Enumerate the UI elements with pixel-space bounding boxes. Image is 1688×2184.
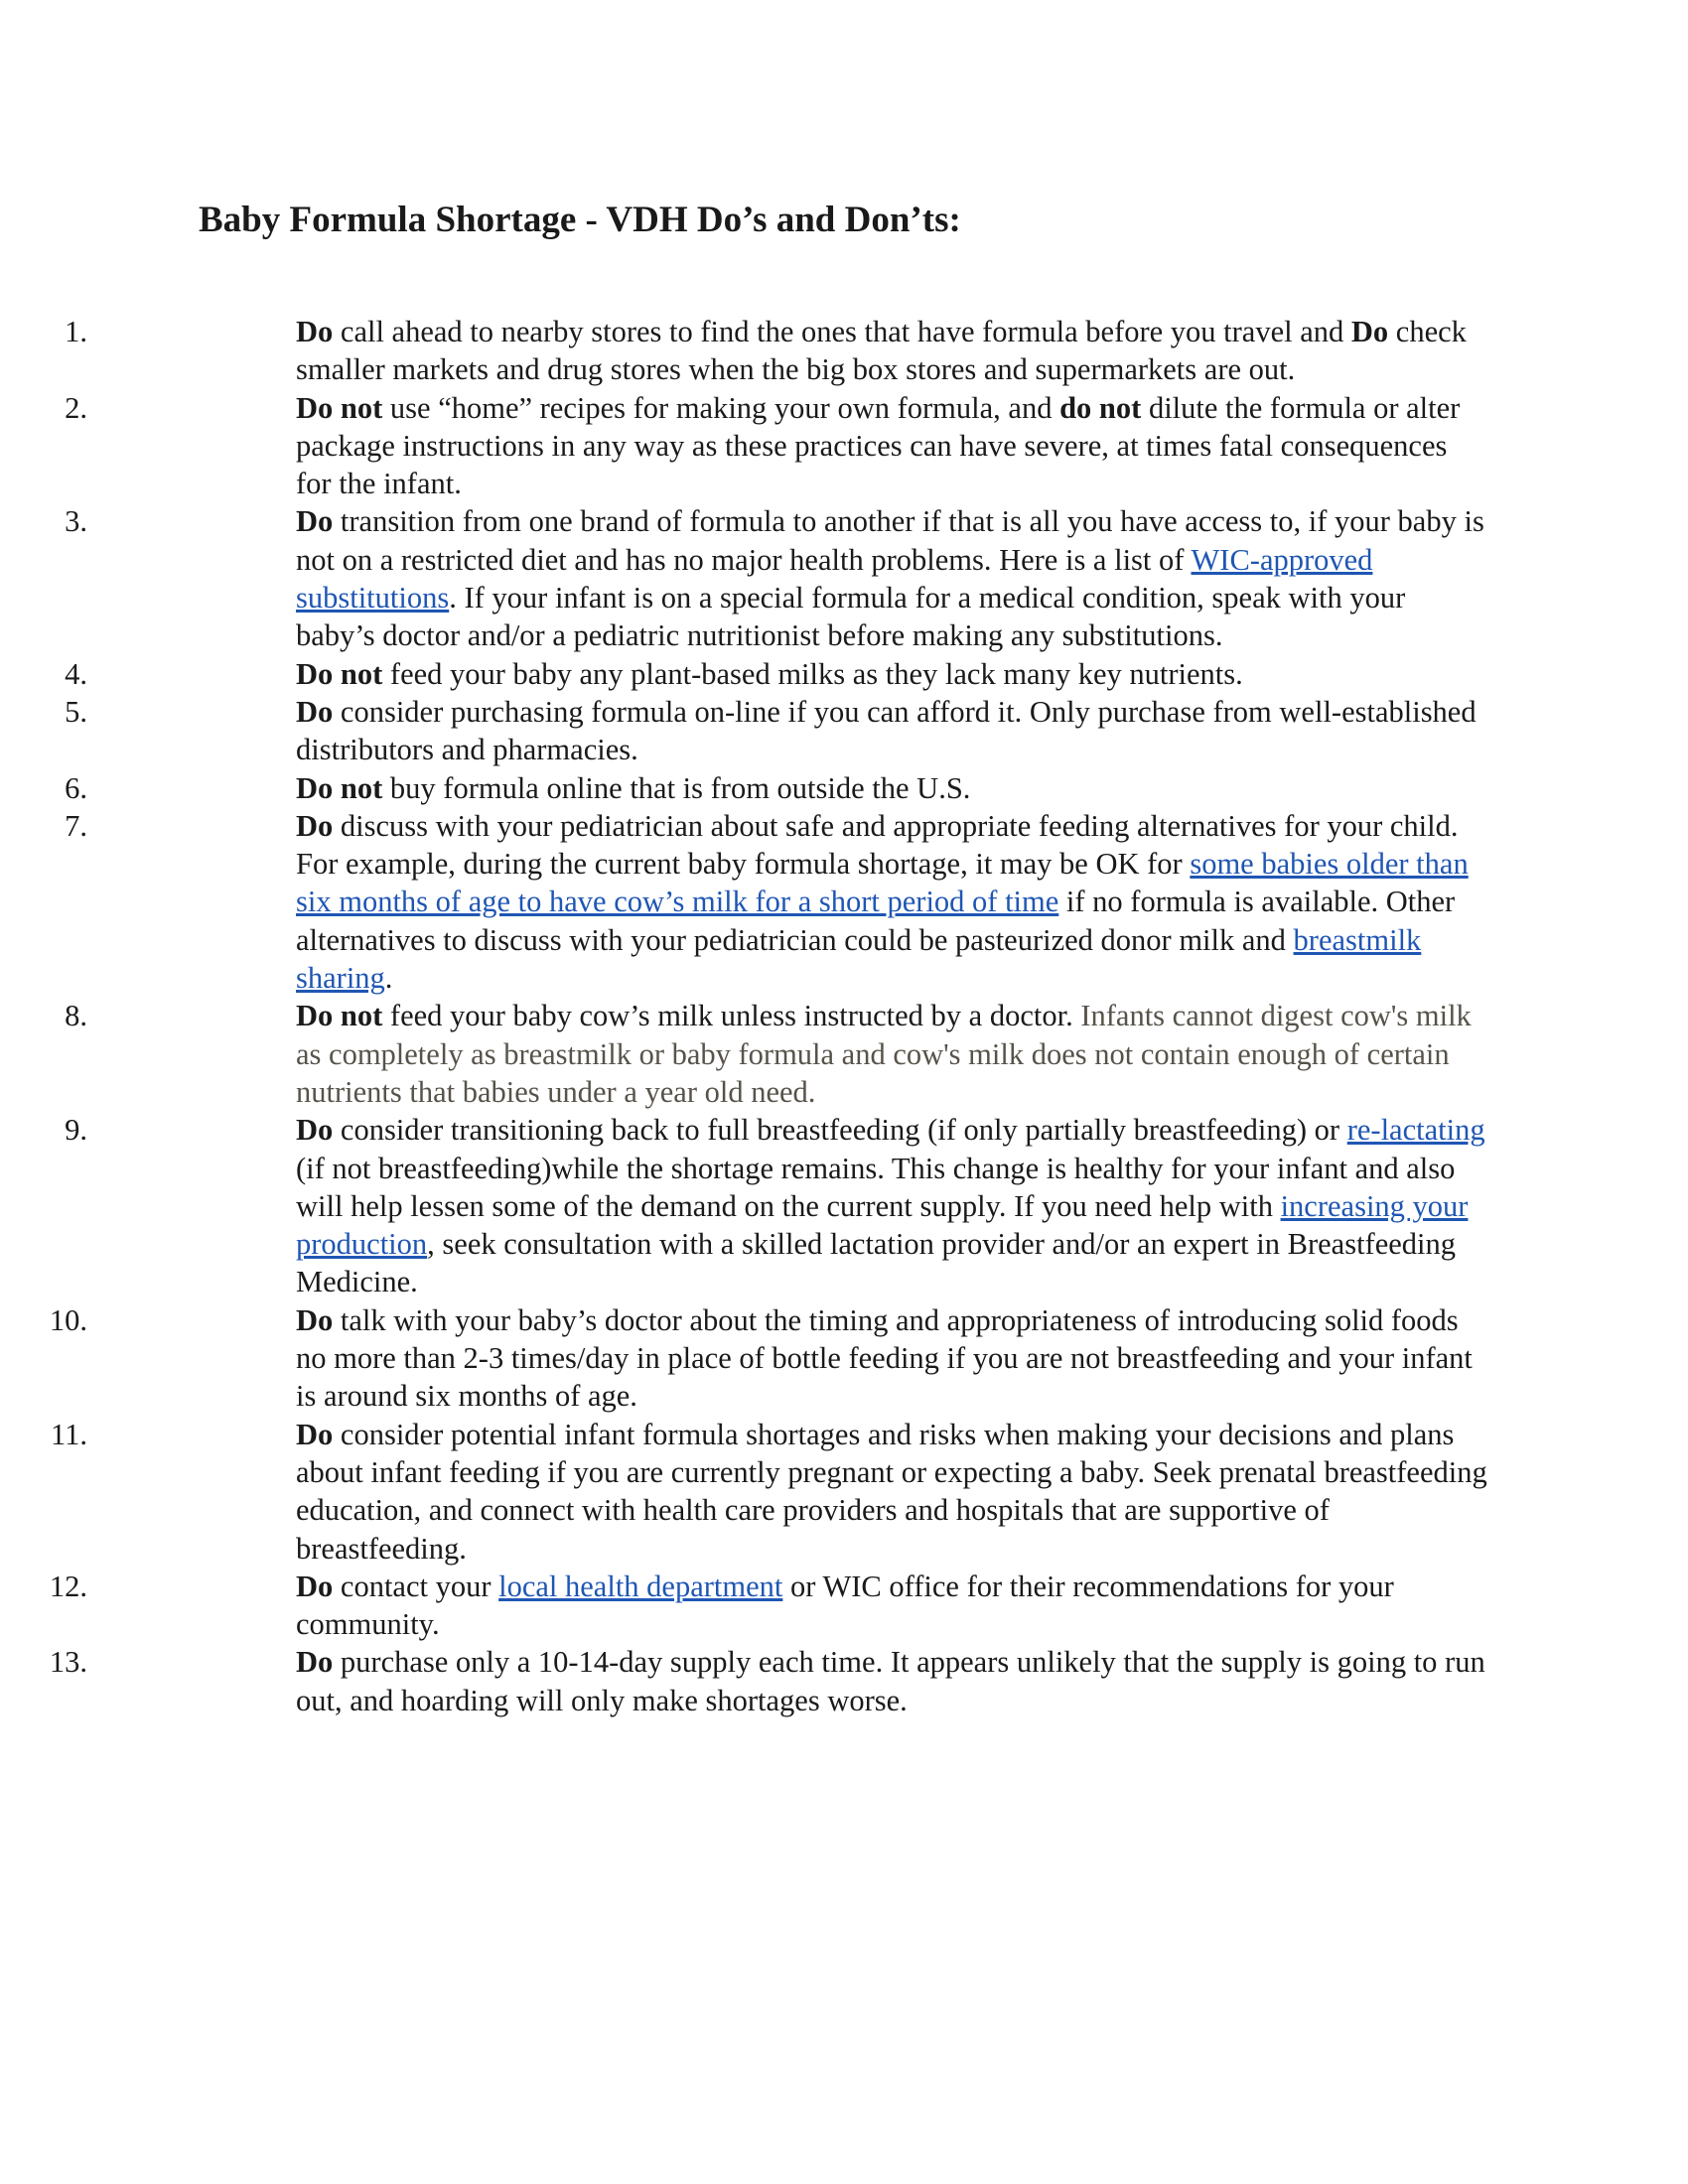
- directive-emphasis: Do not: [296, 390, 383, 425]
- directive-emphasis: Do: [296, 315, 334, 348]
- hyperlink[interactable]: increasing your production: [296, 1188, 1469, 1262]
- item-text: transition from one brand of formula to another if that is all you have access to, if your baby is not on a restricted diet and has no major health problems. Here is a list of: [296, 504, 1484, 577]
- directive-emphasis: Do not: [296, 770, 383, 805]
- list-item: [0, 389, 1487, 503]
- item-text: (if not breastfeeding)while the shortage remains. This change is healthy for your infant and also will help lessen some of the demand on the current supply. If you need help with: [296, 1151, 1456, 1223]
- directive-emphasis: Do: [296, 1645, 334, 1680]
- item-text: consider purchasing formula on-line if you can afford it. Only purchase from well-established distributors and pharmacies.: [296, 694, 1477, 767]
- item-text: if no formula is available. Other alternatives to discuss with your pediatrician could be pasteurized donor milk and: [296, 885, 1456, 957]
- item-text: , seek consultation with a skilled lactation provider and/or an expert in Breastfeeding Medicine.: [296, 1227, 1456, 1299]
- item-text: call ahead to nearby stores to find the ones that have formula before you travel and: [333, 315, 1351, 348]
- directive-emphasis: Do: [296, 504, 334, 539]
- item-text: check smaller markets and drug stores when the big box stores and supermarkets are out.: [296, 315, 1467, 387]
- list-item: [0, 693, 1487, 769]
- page-title: Baby Formula Shortage - VDH Do’s and Don’ts:: [199, 200, 961, 240]
- hyperlink[interactable]: local health department: [498, 1569, 783, 1603]
- item-text: dilute the formula or alter package instructions in any way as these practices can have severe, at times fatal consequences for the infant.: [296, 390, 1461, 501]
- directive-emphasis: Do: [1350, 315, 1389, 348]
- item-number: 4.: [65, 656, 87, 691]
- directive-emphasis: Do: [296, 1302, 334, 1337]
- item-number: 7.: [65, 808, 87, 843]
- guidance-list: [0, 313, 1688, 1719]
- hyperlink[interactable]: some babies older than six months of age to have cow’s milk for a short period of time: [296, 847, 1469, 919]
- item-text: talk with your baby’s doctor about the timing and appropriateness of introducing solid foods no more than 2-3 times/day in place of bottle feeding if you are not breastfeeding and your infant is around six months of age.: [296, 1302, 1473, 1414]
- item-number: 3.: [65, 504, 87, 539]
- directive-emphasis: Do: [296, 1113, 334, 1148]
- directive-emphasis: Do not: [296, 999, 383, 1033]
- directive-emphasis: Do: [296, 1417, 334, 1451]
- list-item: [0, 1568, 1487, 1644]
- list-item: [0, 313, 1487, 389]
- item-text: feed your baby cow’s milk unless instructed by a doctor.: [382, 999, 1081, 1033]
- item-number: 6.: [65, 770, 87, 805]
- directive-emphasis: Do not: [296, 656, 383, 691]
- item-number: 8.: [65, 999, 87, 1033]
- note-text: Infants cannot digest cow's milk as completely as breastmilk or baby formula and cow's milk does not contain enough of certain nutrients that babies under a year old need.: [296, 999, 1472, 1109]
- item-text: consider potential infant formula shortages and risks when making your decisions and plans about infant feeding if you are currently pregnant or expecting a baby. Seek prenatal breastfeeding education, and connect with health care providers and hospitals that are supportive of breastfeeding.: [296, 1417, 1487, 1566]
- item-number: 2.: [65, 390, 87, 425]
- item-number: 13.: [49, 1645, 87, 1680]
- hyperlink[interactable]: breastmilk sharing: [296, 922, 1422, 996]
- item-text: purchase only a 10-14-day supply each time. It appears unlikely that the supply is going to run out, and hoarding will only make shortages worse.: [296, 1645, 1485, 1717]
- item-number: 10.: [49, 1302, 87, 1337]
- hyperlink[interactable]: WIC-approved substitutions: [296, 542, 1373, 615]
- item-number: 5.: [65, 694, 87, 729]
- list-item: [0, 655, 1487, 693]
- item-text: contact your: [333, 1569, 499, 1603]
- item-number: 11.: [51, 1417, 87, 1451]
- directive-emphasis: Do: [296, 808, 334, 843]
- list-item: [0, 807, 1487, 997]
- list-item: [0, 502, 1487, 654]
- list-item: [0, 1416, 1487, 1568]
- list-item: [0, 1301, 1487, 1416]
- directive-emphasis: Do: [296, 694, 334, 729]
- item-text: . If your infant is on a special formula for a medical condition, speak with your baby’s doctor and/or a pediatric nutritionist before making any substitutions.: [296, 581, 1406, 653]
- directive-emphasis: Do: [296, 1569, 334, 1603]
- item-number: 12.: [49, 1569, 87, 1603]
- item-text: discuss with your pediatrician about safe and appropriate feeding alternatives for your child. For example, during the current baby formula shortage, it may be OK for: [296, 808, 1459, 882]
- hyperlink[interactable]: re-lactating: [1346, 1113, 1485, 1148]
- list-item: [0, 997, 1487, 1111]
- item-number: 1.: [65, 315, 87, 348]
- list-item: [0, 769, 1487, 807]
- item-text: .: [384, 961, 393, 996]
- directive-emphasis: do not: [1059, 390, 1142, 425]
- list-item: [0, 1111, 1487, 1300]
- list-item: [0, 1643, 1487, 1719]
- item-text: feed your baby any plant-based milks as they lack many key nutrients.: [382, 656, 1243, 691]
- item-number: 9.: [65, 1113, 87, 1148]
- item-text: consider transitioning back to full breastfeeding (if only partially breastfeeding) or: [333, 1113, 1347, 1148]
- item-text: use “home” recipes for making your own formula, and: [382, 390, 1060, 425]
- item-text: buy formula online that is from outside the U.S.: [382, 770, 971, 805]
- item-text: or WIC office for their recommendations for your community.: [296, 1569, 1394, 1642]
